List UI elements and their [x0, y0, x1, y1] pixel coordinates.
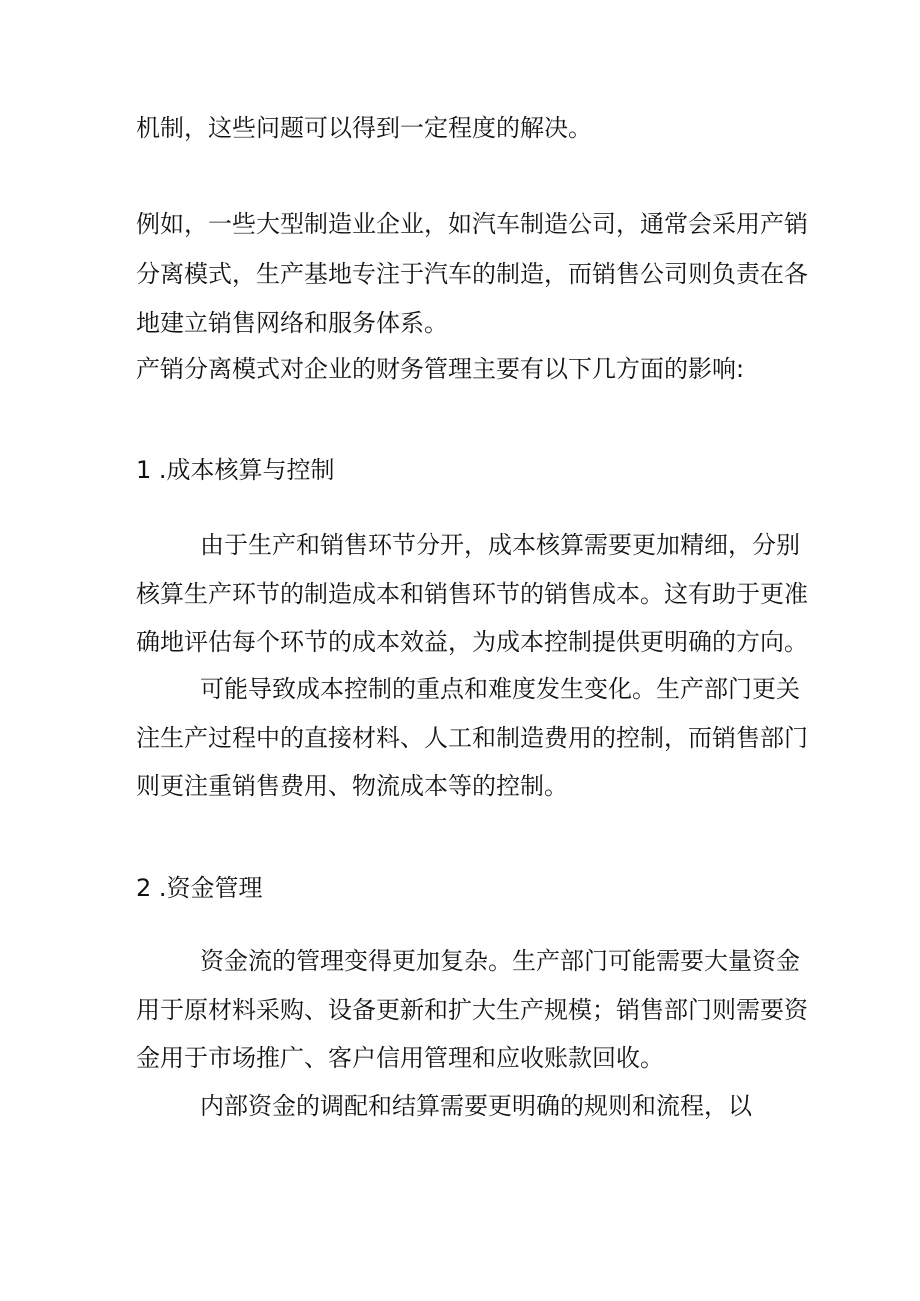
example-line-1: 例如，一些大型制造业企业，如汽车制造公司，通常会采用产销 — [136, 210, 808, 238]
paragraph-line: 金用于市场推广、客户信用管理和应收账款回收。 — [136, 1044, 664, 1072]
section-heading: 2 .资金管理 — [136, 874, 263, 902]
paragraph-line: 注生产过程中的直接材料、人工和制造费用的控制，而销售部门 — [136, 724, 808, 752]
example-line-2: 分离模式，生产基地专注于汽车的制造，而销售公司则负责在各 — [136, 260, 808, 288]
paragraph-line: 可能导致成本控制的重点和难度发生变化。生产部门更关 — [200, 675, 800, 703]
paragraph-line: 由于生产和销售环节分开，成本核算需要更加精细，分别 — [200, 531, 800, 559]
paragraph-line: 确地评估每个环节的成本效益，为成本控制提供更明确的方向。 — [136, 628, 808, 656]
paragraph-line: 用于原材料采购、设备更新和扩大生产规模；销售部门则需要资 — [136, 996, 808, 1024]
paragraph-line: 核算生产环节的制造成本和销售环节的销售成本。这有助于更准 — [136, 580, 808, 608]
paragraph-line: 则更注重销售费用、物流成本等的控制。 — [136, 772, 568, 800]
intro-line: 产销分离模式对企业的财务管理主要有以下几方面的影响: — [136, 355, 745, 383]
example-line-3: 地建立销售网络和服务体系。 — [136, 309, 448, 337]
paragraph-line: 资金流的管理变得更加复杂。生产部门可能需要大量资金 — [200, 947, 800, 975]
paragraph-line: 内部资金的调配和结算需要更明确的规则和流程，以 — [200, 1092, 752, 1120]
continuation-line: 机制，这些问题可以得到一定程度的解决。 — [136, 114, 592, 142]
section-heading: 1 .成本核算与控制 — [136, 456, 335, 484]
